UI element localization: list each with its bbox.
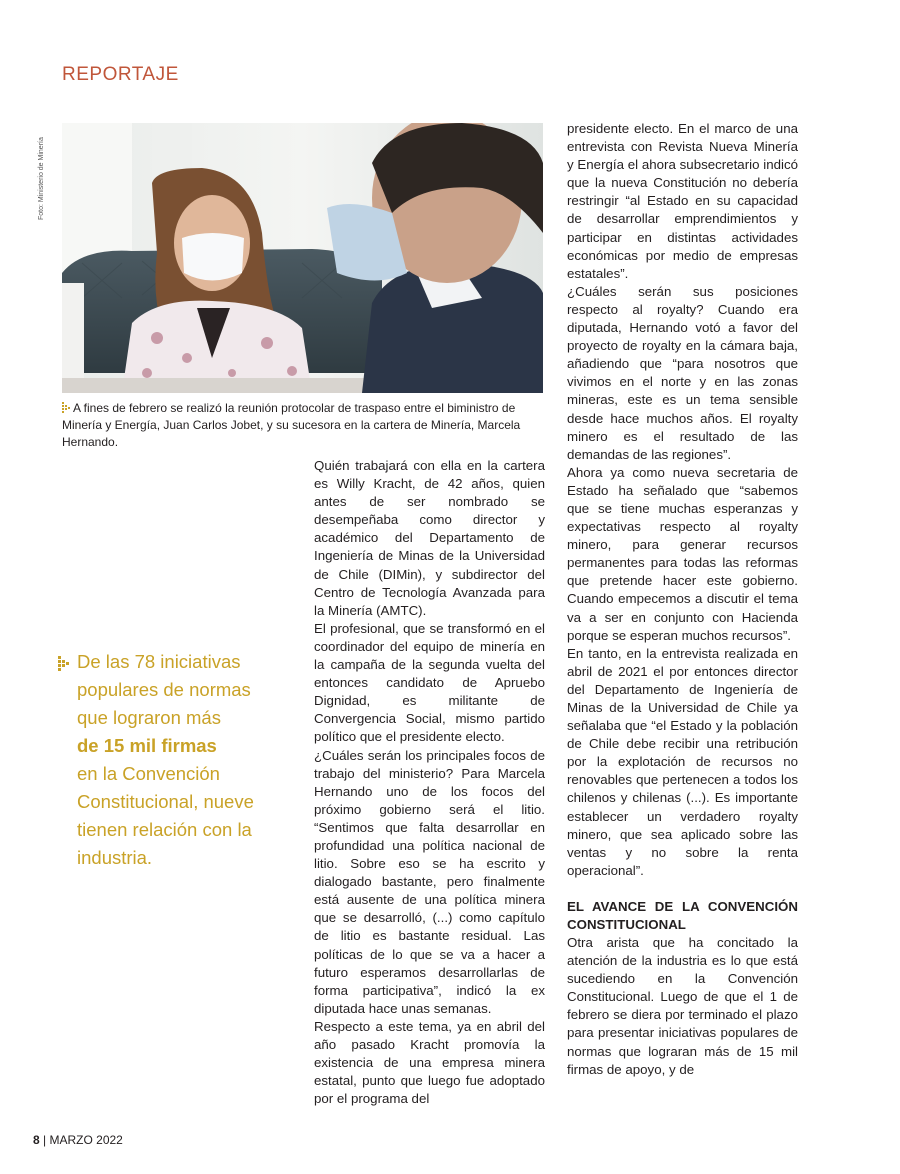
pull-quote-line: De las 78 iniciativas <box>77 651 241 672</box>
paragraph: Otra arista que ha concitado la atención de la industria es lo que está sucediendo en la Convención Constitucional. Luego de que el 1 de febrero se diera por terminado el plazo para presentar iniciativas populares de normas que lograran más de 15 mil firmas de apoyo, y de <box>567 934 798 1077</box>
section-label: REPORTAJE <box>62 64 179 85</box>
footer-separator: | <box>39 1133 50 1147</box>
article-photo <box>62 123 543 393</box>
section-subheading: EL AVANCE DE LA CONVENCIÓN CONSTITUCIONAL <box>567 898 798 932</box>
paragraph: Quién trabajará con ella en la cartera es Willy Kracht, de 42 años, quien antes de ser nombrado se desempeñaba como director y académico del Departamento de Ingeniería de Minas de la Universidad de Chile (DIMin), y subdirector del Centro de Tecnología Avanzada para la Minería (AMTC). <box>314 458 545 618</box>
meeting-photo-illustration <box>62 123 543 393</box>
paragraph: Ahora ya como nueva secretaria de Estado ha señalado que “sabemos que se tiene muchas esperanzas y expectativas respecto al royalty minero, para generar recursos permanentes para todas las reformas que pretende hacer este gobierno. Cuando empecemos a discutir el tema va a ser en conjunto con Hacienda porque se esperan muchos recursos”. <box>567 464 798 643</box>
pull-quote-line: tienen relación con la <box>77 819 252 840</box>
paragraph: ¿Cuáles serán los principales focos de trabajo del ministerio? Para Marcela Hernando uno de los focos del próximo gobierno será el litio. “Sentimos que falta desarrollar en profundidad una política nacional de litio. Sobre eso se ha escrito y dialogado bastante, pero finalmente está ausente de una política minera que se desarrolló, (...) como capítulo de litio es bastante residual. Las políticas de lo que se va a hacer a futuro esperamos desarrollarlas de forma participativa”, indicó la ex diputada hace unas semanas. <box>314 747 545 1016</box>
pull-quote-line: Constitucional, nueve <box>77 791 254 812</box>
paragraph: En tanto, en la entrevista realizada en abril de 2021 el por entonces director del Departamento de Ingeniería de Minas de la Universidad de Chile ya señalaba que “el Estado y la población de Chile debe recibir una retribución por la explotación de recursos no renovables que pertenecen a todos los chilenos y chilenas (...). Es importante establecer un verdadero royalty minero, que sea aplicado sobre las ventas y no sobre la renta operacional”. <box>567 645 798 878</box>
page-footer <box>33 1133 123 1147</box>
page-number: 8 <box>33 1133 40 1147</box>
pull-quote-line: en la Convención <box>77 763 220 784</box>
article-column-right <box>567 120 798 1079</box>
pull-quote-line: que lograron más <box>77 707 221 728</box>
pull-quote-line: populares de normas <box>77 679 251 700</box>
pull-quote <box>58 648 268 872</box>
bullet-dots-icon <box>62 402 71 413</box>
paragraph: Respecto a este tema, ya en abril del año pasado Kracht promovía la existencia de una empresa minera estatal, punto que luego fue adoptado por el programa del <box>314 1018 545 1107</box>
photo-credit <box>38 125 52 225</box>
paragraph: presidente electo. En el marco de una entrevista con Revista Nueva Minería y Energía el ahora subsecretario indicó que la nueva Constitución no debería restringir “al Estado en su capacidad de desarrollar emprendimientos y participar en distintas actividades económicas por medio de empresas estatales”. <box>567 121 798 281</box>
issue-date: MARZO 2022 <box>49 1133 123 1147</box>
photo-caption <box>62 400 546 451</box>
bullet-dots-icon <box>58 656 72 672</box>
caption-text: A fines de febrero se realizó la reunión protocolar de traspaso entre el biministro de Minería y Energía, Juan Carlos Jobet, y su sucesora en la cartera de Minería, Marcela Hernando. <box>62 401 521 449</box>
pull-quote-highlight: de 15 mil firmas <box>77 735 217 756</box>
paragraph: El profesional, que se transformó en el coordinador del equipo de minería en la campaña de la segunda vuelta del entonces candidato de Apruebo Dignidad, es militante de Convergencia Social, mismo partido político que el presidente electo. <box>314 620 545 745</box>
pull-quote-line: industria. <box>77 847 153 868</box>
photo-credit-text: Foto: Ministerio de Minería <box>38 137 45 220</box>
paragraph: ¿Cuáles serán sus posiciones respecto al royalty? Cuando era diputada, Hernando votó a favor del proyecto de royalty en la cámara baja, añadiendo que “para nosotros que vivimos en el norte y en las zonas mineras, este es un tema sensible desde hace muchos años. El royalty minero es el resultado de las demandas de las regiones”. <box>567 283 798 462</box>
article-column-middle <box>314 457 545 1108</box>
